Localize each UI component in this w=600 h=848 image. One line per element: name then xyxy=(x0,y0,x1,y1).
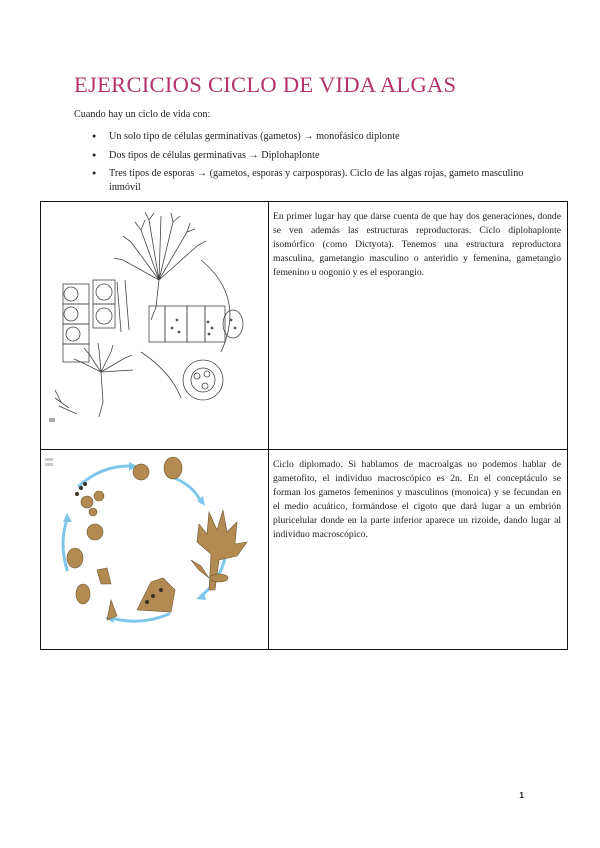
intro-text: Cuando hay un ciclo de vida con: xyxy=(74,109,211,120)
table-row xyxy=(41,450,568,650)
list-item: ● Dos tipos de células germinativas → Diplohaplonte xyxy=(92,149,532,163)
dictyota-life-cycle-figure xyxy=(41,202,267,449)
bullet-list xyxy=(92,130,532,199)
list-item: ● Tres tipos de esporas → (gametos, esporas y carposporas). Ciclo de las algas rojas, gameto masculino inmóvil xyxy=(92,167,532,194)
table-row xyxy=(41,202,568,450)
content-table xyxy=(40,201,568,650)
image-cell xyxy=(41,450,269,650)
page-number: 1 xyxy=(519,790,524,800)
text-cell xyxy=(269,202,568,450)
text-cell xyxy=(269,450,568,650)
cell-paragraph: En primer lugar hay que darse cuenta de que hay dos generaciones, donde se ven además las estructuras reproductoras. Ciclo diplohaplonte isomórfico (como Dictyota). Tenemos una estructura reproductora masculina, gametangio masculino o anteridio y femenina, gametangio femenino u oogonio y es el esporangio. xyxy=(273,211,561,279)
image-cell xyxy=(41,202,269,450)
list-item: ● Un solo tipo de células germinativas (gametos) → monofásico diplonte xyxy=(92,130,532,144)
fucus-life-cycle-figure xyxy=(41,450,267,649)
cell-paragraph: Ciclo diplomado. Si hablamos de macroalgas no podemos hablar de gametofito, el individuo macroscópico es 2n. En el conceptáculo se forman los gametos femeninos y masculinos (monoica) y se fecundan en el medio acuático, formándose el cigoto que dará lugar a un embrión pluricelular donde en la parte inferior aparece un rizoide, dando lugar al individuo macroscópico. xyxy=(273,459,561,541)
page-title: EJERCICIOS CICLO DE VIDA ALGAS xyxy=(74,72,457,97)
